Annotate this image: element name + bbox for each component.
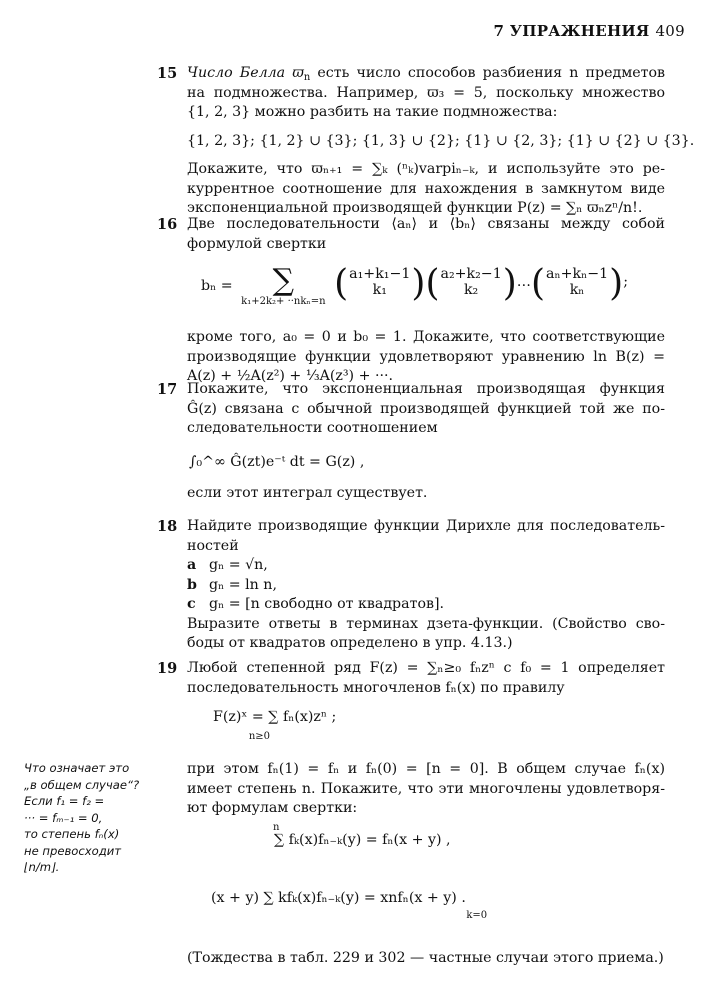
exercise-18 [157,517,665,654]
margin-note [24,760,144,876]
convolution-formula-2: (x + y) ∑ kfₖ(x)fₙ₋ₖ(y) = xnfₙ(x + y) . $_{k=0}$ [211,889,488,921]
margin-note-line: ··· = fₘ₋₁ = 0, [24,810,103,825]
text-line: при этом fₙ(1) = fₙ и fₙ(0) = [n = 0]. В общем случае fₙ(x) [187,761,665,777]
list-item: a gₙ = √n, [187,557,268,573]
text-line: ностей [187,537,239,554]
text-line: экспоненциальной производящей функции P(z) = ∑ₙ ϖₙzⁿ/n!. [187,200,643,216]
text-line: куррентное соотношение для нахождения в замкнутом виде [187,180,665,197]
margin-note-line: Что означает это [24,761,130,775]
text-line: (Тождества в табл. 229 и 302 — частные случаи этого приема.) [187,949,664,966]
margin-note-line: не превосходит [24,843,122,858]
text-line: Покажите, что экспоненциальная производящая функция [187,381,665,397]
running-head [494,22,685,40]
text-line: {1, 2, 3} можно разбить на такие подмножества: [187,104,558,120]
text-line: Число Белла $ϖ_n$ есть число способов разбиения n предметов [187,65,666,83]
convolution-formula: bₙ = ∑ k₁+2k₂+ ··nkₙ=n ( a₁+k₁−1 k₁ )( a₂+k₂−1 k₂ )…( aₙ+kₙ−1 kₙ ); [201,263,628,307]
integral-formula: ∫₀^∞ Ĝ(zt)e⁻ᵗ dt = G(z) , [189,453,365,470]
list-item: c gₙ = [n свободно от квадратов]. [187,596,445,612]
margin-note-line: то степень fₙ(x) [24,827,120,841]
exercise-number: 19 [157,660,178,677]
text-line: на подмножества. Например, ϖ₃ = 5, поскольку множество [187,84,665,101]
sets-formula: {1, 2, 3}; {1, 2} ∪ {3}; {1, 3} ∪ {2}; {1} ∪ {2, 3}; {1} ∪ {2} ∪ {3}. [187,132,695,149]
text-line: Выразите ответы в терминах дзета-функции. (Свойство сво- [187,615,665,632]
exercise-19 [157,659,665,968]
margin-note-line: Если f₁ = f₂ = [24,794,105,808]
exercise-17 [157,380,665,504]
exercise-number: 15 [157,65,178,82]
margin-note-line: ⌊n/m⌋. [24,860,60,874]
text-line: последовательность многочленов fₙ(x) по правилу [187,679,565,696]
exercise-number: 18 [157,518,178,535]
exercise-number: 16 [157,216,178,233]
list-item: b gₙ = ln n, [187,576,277,593]
generating-formula: F(z)ˣ = ∑ fₙ(x)zⁿ ; $_{n\ge 0}$ [213,709,337,742]
section-title: 7 УПРАЖНЕНИЯ [493,22,650,40]
text-line: кроме того, a₀ = 0 и b₀ = 1. Докажите, что соответствующие [187,329,665,345]
text-line: Две последовательности ⟨aₙ⟩ и ⟨bₙ⟩ связаны между собой [187,216,665,232]
text-line: если этот интеграл существует. [187,485,428,501]
text-line: боды от квадратов определено в упр. 4.13.) [187,635,513,651]
text-line: следовательности соотношением [187,420,438,436]
exercise-number: 17 [157,381,178,398]
text-line: A(z) + ½A(z²) + ⅓A(z³) + ···. [187,368,394,384]
text-line: производящие функции удовлетворяют уравнению ln B(z) = [187,348,665,365]
text-line: формулой свертки [187,235,327,252]
margin-note-line: „в общем случае“? [24,777,140,792]
text-line: имеет степень n. Покажите, что эти многочлены удовлетворя- [187,780,665,797]
convolution-formula-1: $^n$ ∑ fₖ(x)fₙ₋ₖ(y) = fₙ(x + y) , [273,821,451,848]
text-line: Докажите, что ϖₙ₊₁ = ∑ₖ (ⁿₖ)varpiₙ₋ₖ, и используйте это ре- [187,161,665,177]
page-number: 409 [655,22,685,40]
text-line: Найдите производящие функции Дирихле для последователь- [187,518,665,534]
exercise-15 [157,64,695,219]
text-line: ют формулам свертки: [187,800,358,816]
exercise-16 [157,215,665,387]
text-line: Любой степенной ряд F(z) = ∑ₙ≥₀ fₙzⁿ с f₀ = 1 определяет [187,660,665,676]
text-line: Ĝ(z) связана с обычной производящей функцией той же по- [187,400,665,417]
